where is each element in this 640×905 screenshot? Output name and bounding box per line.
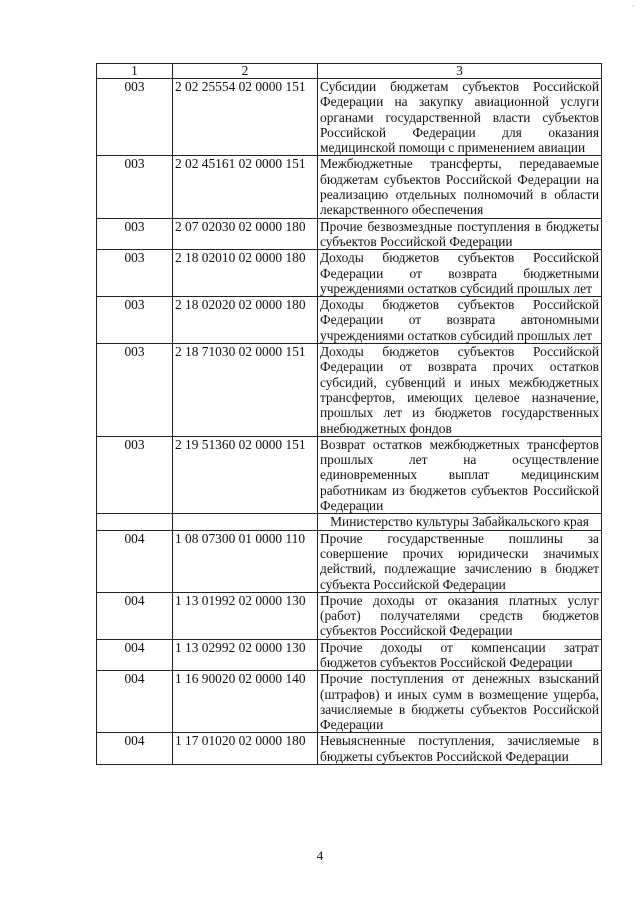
- description-cell: Доходы бюджетов субъектов Российской Федерации от возврата прочих остатков субсидий, субвенций и иных межбюджетных трансфертов, имеющих целевое назначение, прошлых лет из бюджетов государственных внебюджетных фондов: [318, 344, 602, 437]
- revenue-code-cell: 1 08 07300 01 0000 110: [173, 530, 318, 592]
- admin-code-cell: 004: [97, 530, 173, 592]
- description-cell: Прочие государственные пошлины за совершение прочих юридически значимых действий, подлежащие зачислению в бюджет субъекта Российской Федерации: [318, 530, 602, 592]
- admin-code-cell: 003: [97, 436, 173, 513]
- table-row: [97, 671, 602, 733]
- table-row: [97, 297, 602, 344]
- description-cell: Прочие безвозмездные поступления в бюджеты субъектов Российской Федерации: [318, 218, 602, 250]
- description-cell: Межбюджетные трансферты, передаваемые бюджетам субъектов Российской Федерации на реализацию отдельных полномочий в области лекарственного обеспечения: [318, 156, 602, 218]
- description-cell: Невыясненные поступления, зачисляемые в бюджеты субъектов Российской Федерации: [318, 733, 602, 765]
- admin-code-cell: 003: [97, 344, 173, 437]
- table-row: [97, 250, 602, 297]
- table-row: [97, 156, 602, 218]
- column-header-2: 2: [173, 64, 318, 79]
- admin-code-cell: 003: [97, 218, 173, 250]
- table-row: [97, 639, 602, 671]
- admin-code-cell: 004: [97, 592, 173, 639]
- admin-code-cell: 003: [97, 79, 173, 156]
- admin-code-cell: 004: [97, 671, 173, 733]
- empty-cell: [173, 514, 318, 530]
- revenue-code-cell: 1 13 02992 02 0000 130: [173, 639, 318, 671]
- description-cell: Прочие доходы от оказания платных услуг (работ) получателями средств бюджетов субъектов Российской Федерации: [318, 592, 602, 639]
- description-cell: Прочие поступления от денежных взысканий (штрафов) и иных сумм в возмещение ущерба, зачисляемые в бюджеты субъектов Российской Федерации: [318, 671, 602, 733]
- section-row: [97, 514, 602, 530]
- revenue-code-cell: 2 02 45161 02 0000 151: [173, 156, 318, 218]
- empty-cell: [97, 514, 173, 530]
- revenue-code-cell: 1 17 01020 02 0000 180: [173, 733, 318, 765]
- table-row: [97, 218, 602, 250]
- description-cell: Доходы бюджетов субъектов Российской Федерации от возврата автономными учреждениями остатков субсидий прошлых лет: [318, 297, 602, 344]
- table-row: [97, 344, 602, 437]
- revenue-code-cell: 2 19 51360 02 0000 151: [173, 436, 318, 513]
- description-cell: Доходы бюджетов субъектов Российской Федерации от возврата бюджетными учреждениями остатков субсидий прошлых лет: [318, 250, 602, 297]
- revenue-code-cell: 1 13 01992 02 0000 130: [173, 592, 318, 639]
- section-title: Министерство культуры Забайкальского края: [318, 514, 602, 530]
- column-header-3: 3: [318, 64, 602, 79]
- admin-code-cell: 004: [97, 639, 173, 671]
- corner-mark: ·: [632, 2, 635, 11]
- revenue-code-cell: 2 18 71030 02 0000 151: [173, 344, 318, 437]
- table-row: [97, 733, 602, 765]
- revenue-code-cell: 1 16 90020 02 0000 140: [173, 671, 318, 733]
- table-row: [97, 79, 602, 156]
- revenue-code-cell: 2 18 02020 02 0000 180: [173, 297, 318, 344]
- admin-code-cell: 004: [97, 733, 173, 765]
- revenue-code-cell: 2 07 02030 02 0000 180: [173, 218, 318, 250]
- page-number: 4: [316, 848, 324, 863]
- revenue-code-cell: 2 02 25554 02 0000 151: [173, 79, 318, 156]
- table-row: [97, 530, 602, 592]
- description-cell: Субсидии бюджетам субъектов Российской Федерации на закупку авиационной услуги органами государственной власти субъектов Российской Федерации для оказания медицинской помощи с применением авиации: [318, 79, 602, 156]
- revenue-code-cell: 2 18 02010 02 0000 180: [173, 250, 318, 297]
- column-header-1: 1: [97, 64, 173, 79]
- header-row: [97, 64, 602, 79]
- admin-code-cell: 003: [97, 250, 173, 297]
- description-cell: Прочие доходы от компенсации затрат бюджетов субъектов Российской Федерации: [318, 639, 602, 671]
- admin-code-cell: 003: [97, 156, 173, 218]
- table-row: [97, 436, 602, 513]
- table-row: [97, 592, 602, 639]
- revenue-codes-table: [96, 63, 602, 765]
- description-cell: Возврат остатков межбюджетных трансфертов прошлых лет на осуществление единовременных выплат медицинским работникам из бюджетов субъектов Российской Федерации: [318, 436, 602, 513]
- admin-code-cell: 003: [97, 297, 173, 344]
